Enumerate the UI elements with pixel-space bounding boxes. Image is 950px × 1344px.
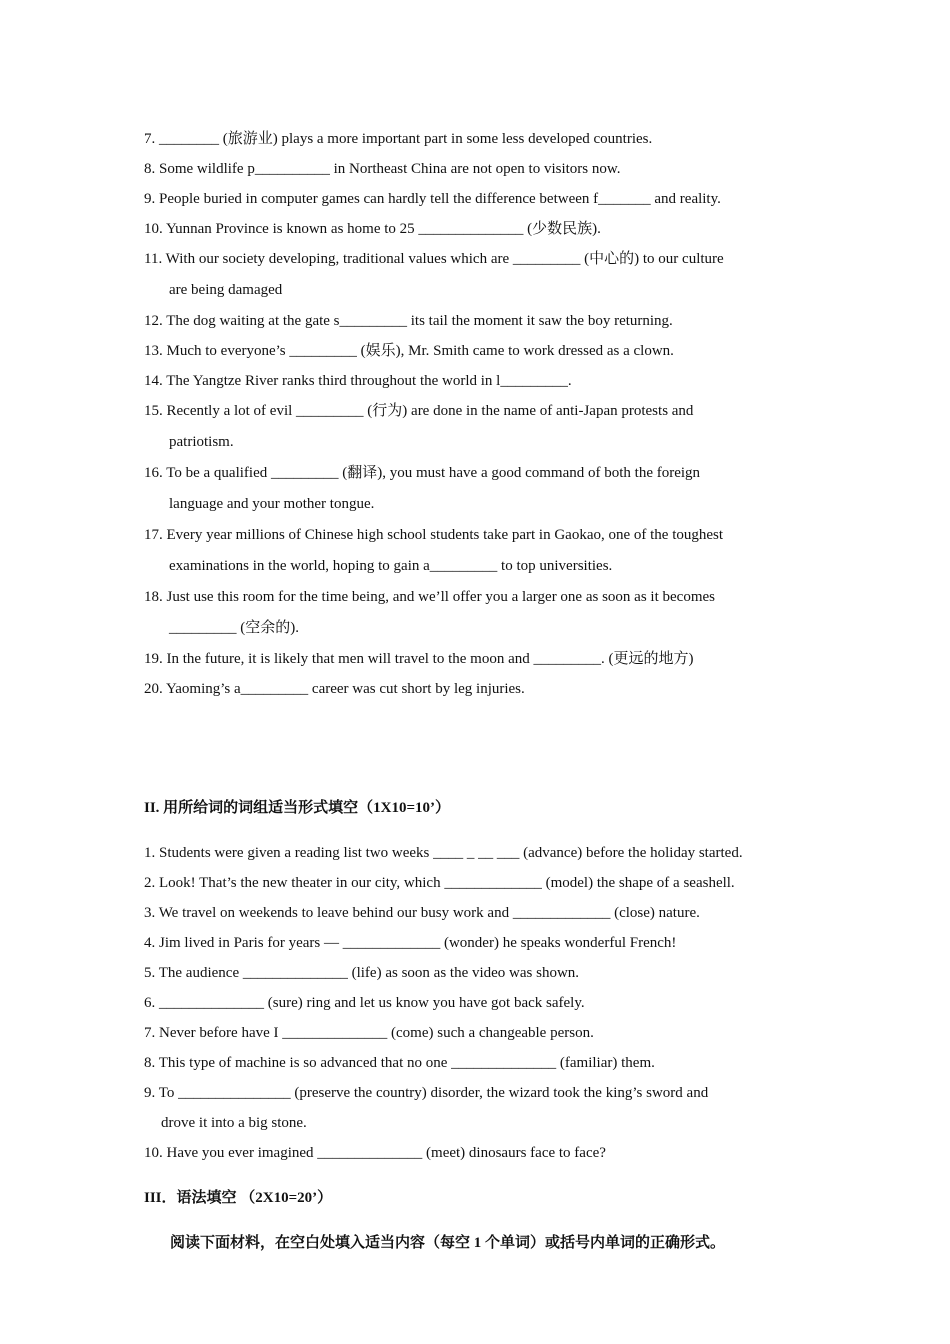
- section-2-question-10: 10. Have you ever imagined ______________ (meet) dinosaurs face to face?: [144, 1145, 606, 1161]
- section-3-heading: III．语法填空 （2X10=20’）: [144, 1190, 333, 1206]
- section-2-question-5: 5. The audience ______________ (life) as soon as the video was shown.: [144, 965, 580, 981]
- section-2-question-9-line-1: 9. To _______________ (preserve the country) disorder, the wizard took the king’s sword and: [144, 1085, 709, 1101]
- question-15: [144, 396, 806, 458]
- question-16: [144, 458, 806, 520]
- section-2-question-4: 4. Jim lived in Paris for years — _____________ (wonder) he speaks wonderful French!: [144, 935, 677, 951]
- section-2-heading: II. 用所给词的词组适当形式填空（1X10=10’）: [144, 800, 451, 816]
- question-16-line-1: 16. To be a qualified _________ (翻译), you must have a good command of both the foreign: [144, 465, 701, 481]
- section-2-question-1: 1. Students were given a reading list two weeks ____ _ __ ___ (advance) before the holiday started.: [144, 845, 743, 861]
- question-11-line-2: are being damaged: [169, 282, 283, 298]
- question-11-line-1: 11. With our society developing, traditional values which are _________ (中心的) to our culture: [144, 251, 724, 267]
- question-15-line-2: patriotism.: [169, 434, 234, 450]
- question-10: 10. Yunnan Province is known as home to 25 ______________ (少数民族).: [144, 221, 601, 237]
- question-7: 7. ________ (旅游业) plays a more important part in some less developed countries.: [144, 131, 653, 147]
- question-17-line-1: 17. Every year millions of Chinese high school students take part in Gaokao, one of the toughest: [144, 527, 724, 543]
- section-3-instruction: 阅读下面材料，在空白处填入适当内容（每空 1 个单词）或括号内单词的正确形式。: [170, 1235, 726, 1251]
- question-15-line-1: 15. Recently a lot of evil _________ (行为) are done in the name of anti-Japan protests and: [144, 403, 694, 419]
- question-19: 19. In the future, it is likely that men will travel to the moon and _________. (更远的地方): [144, 651, 694, 667]
- question-18: [144, 582, 806, 644]
- section-1-list: [144, 124, 806, 704]
- question-14: 14. The Yangtze River ranks third throughout the world in l_________.: [144, 373, 572, 389]
- question-17-line-2: examinations in the world, hoping to gain a_________ to top universities.: [169, 558, 613, 574]
- question-13: 13. Much to everyone’s _________ (娱乐), Mr. Smith came to work dressed as a clown.: [144, 343, 674, 359]
- worksheet-page: [144, 124, 806, 1273]
- question-12: 12. The dog waiting at the gate s_________ its tail the moment it saw the boy returning.: [144, 313, 673, 329]
- section-2-question-3: 3. We travel on weekends to leave behind our busy work and _____________ (close) nature.: [144, 905, 700, 921]
- spacer: [144, 704, 806, 778]
- question-9: 9. People buried in computer games can hardly tell the difference between f_______ and reality.: [144, 191, 721, 207]
- question-20: 20. Yaoming’s a_________ career was cut short by leg injuries.: [144, 681, 525, 697]
- section-2-question-9: [144, 1078, 806, 1138]
- section-2-question-9-line-2: drove it into a big stone.: [161, 1115, 307, 1131]
- question-18-line-2: _________ (空余的).: [169, 620, 299, 636]
- section-2-question-2: 2. Look! That’s the new theater in our city, which _____________ (model) the shape of a seashell.: [144, 875, 735, 891]
- question-18-line-1: 18. Just use this room for the time being, and we’ll offer you a larger one as soon as it becomes: [144, 589, 715, 605]
- section-2-question-6: 6. ______________ (sure) ring and let us know you have got back safely.: [144, 995, 585, 1011]
- question-8: 8. Some wildlife p__________ in Northeast China are not open to visitors now.: [144, 161, 621, 177]
- section-3: [144, 1183, 806, 1258]
- section-2-question-7: 7. Never before have I ______________ (come) such a changeable person.: [144, 1025, 594, 1041]
- question-16-line-2: language and your mother tongue.: [169, 496, 375, 512]
- section-2-question-8: 8. This type of machine is so advanced that no one ______________ (familiar) them.: [144, 1055, 655, 1071]
- section-2: [144, 793, 806, 1168]
- question-11: [144, 244, 806, 306]
- question-17: [144, 520, 806, 582]
